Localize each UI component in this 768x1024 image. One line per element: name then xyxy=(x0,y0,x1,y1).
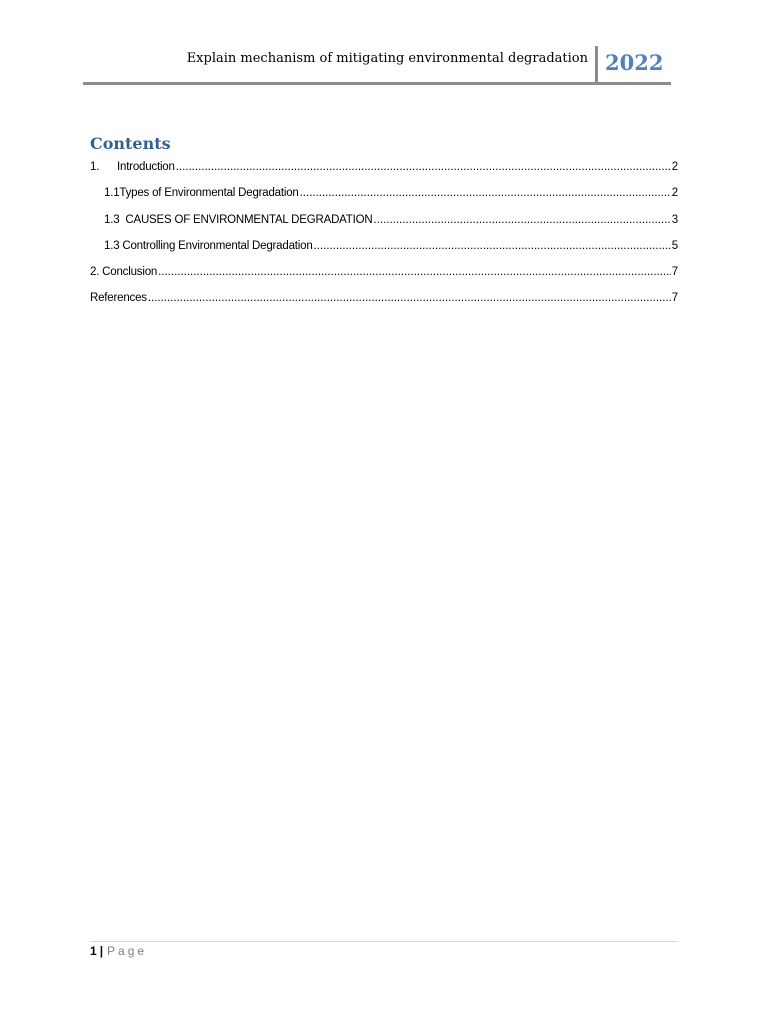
toc-entry-references[interactable] xyxy=(90,292,678,304)
document-title: Explain mechanism of mitigating environmental degradation xyxy=(186,51,588,66)
toc-dot-leader xyxy=(314,240,671,252)
toc-entry-conclusion[interactable] xyxy=(90,266,678,278)
toc-entry-page: 5 xyxy=(671,240,678,252)
toc-entry-text: 1.3 CAUSES OF ENVIRONMENTAL DEGRADATION xyxy=(104,214,373,226)
footer-separator: | xyxy=(99,944,104,958)
toc-dot-leader xyxy=(158,266,671,278)
toc-entry-text: Introduction xyxy=(117,161,175,173)
header-year: 2022 xyxy=(605,50,664,75)
toc-entry-introduction[interactable] xyxy=(90,161,678,173)
footer-page-label: Page xyxy=(107,944,148,958)
header-divider xyxy=(595,46,598,82)
page-footer xyxy=(90,944,147,958)
toc-entry-page: 3 xyxy=(671,214,678,226)
toc-dot-leader xyxy=(176,161,671,173)
toc-entry-types[interactable] xyxy=(104,187,678,199)
toc-heading: Contents xyxy=(90,134,171,153)
toc-entry-text: References xyxy=(90,292,147,304)
toc-entry-page: 7 xyxy=(671,266,678,278)
footer-page-number: 1 xyxy=(90,944,97,958)
toc-entry-page: 7 xyxy=(671,292,678,304)
toc-entry-text: 1.1Types of Environmental Degradation xyxy=(104,187,299,199)
toc-dot-leader xyxy=(373,214,670,226)
toc-entry-causes[interactable] xyxy=(104,214,678,226)
toc-entry-text: 2. Conclusion xyxy=(90,266,158,278)
toc-entry-page: 2 xyxy=(671,187,678,199)
toc-entry-controlling[interactable] xyxy=(104,240,678,252)
toc-entry-label xyxy=(90,161,175,173)
toc-dot-leader xyxy=(300,187,671,199)
header-rule xyxy=(83,82,671,85)
footer-rule xyxy=(90,941,678,942)
toc-entry-text: 1.3 Controlling Environmental Degradation xyxy=(104,240,313,252)
toc-dot-leader xyxy=(148,292,671,304)
toc-entry-number: 1. xyxy=(90,161,100,173)
toc-entry-page: 2 xyxy=(671,161,678,173)
